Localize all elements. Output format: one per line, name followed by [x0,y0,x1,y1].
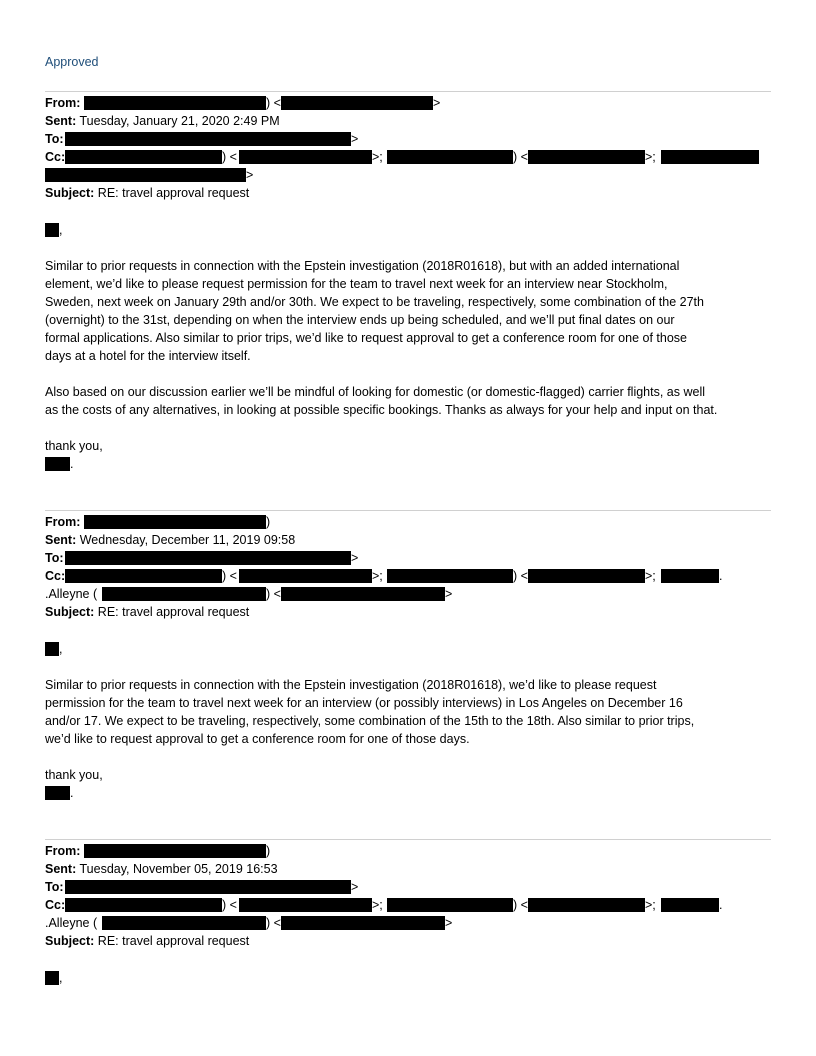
to-end: > [351,880,359,894]
from-line [45,513,80,531]
from-punct: ) [266,844,271,858]
to-line [45,130,64,148]
cc-line [45,896,65,914]
to-line [45,878,64,896]
sent-line [45,112,280,130]
body-line: we’d like to request approval to get a conference room for one of those days. [45,732,470,746]
to-end: > [351,551,359,565]
redaction-box [65,132,351,146]
cc-punct: . [719,569,723,583]
from-label: From: [45,515,81,529]
redaction-box [65,551,351,565]
redaction-box [239,150,372,164]
signature: . [70,457,74,471]
cc-punct: ) < [266,587,281,601]
to-label: To: [45,132,64,146]
to-line [45,549,64,567]
cc-line [45,148,65,166]
body-line: Sweden, next week on January 29th and/or 30th. We expect to be traveling, respectively, some combination of the 27th [45,295,704,309]
from-punct: ) [266,515,271,529]
cc-end: > [445,916,453,930]
cc-punct: ) < [513,150,528,164]
to-label: To: [45,551,64,565]
body-line: days at a hotel for the interview itself. [45,349,251,363]
body-line: Also based on our discussion earlier we’ll be mindful of looking for domestic (or domestic-flagged) carrier flights, as well [45,385,706,399]
sent-line [45,531,295,549]
closing: thank you, [45,768,103,782]
subject-line [45,603,249,621]
cc-punct: >; [372,569,383,583]
cc-label: Cc: [45,898,66,912]
sent-label: Sent: [45,862,77,876]
redaction-box [528,569,645,583]
from-label: From: [45,96,81,110]
redaction-box [102,587,266,601]
cc-punct: ) < [513,898,528,912]
body-line: and/or 17. We expect to be traveling, respectively, some combination of the 15th to the 18th. Also similar to prior trips, [45,714,695,728]
cc-punct: ) < [513,569,528,583]
redaction-box [84,844,266,858]
redaction-box [281,916,445,930]
redaction-box [239,898,372,912]
redaction-box [661,898,719,912]
redaction-box [65,150,222,164]
subject-line [45,184,249,202]
greeting: , [59,971,63,985]
cc-line-2 [45,914,97,932]
signature: . [70,786,74,800]
redaction-box [387,150,513,164]
redaction-box [528,150,645,164]
sent-value: Tuesday, January 21, 2020 2:49 PM [79,114,280,128]
cc-end: > [445,587,453,601]
subject-value: RE: travel approval request [97,186,250,200]
greeting: , [59,223,63,237]
from-punct: ) < [266,96,281,110]
to-label: To: [45,880,64,894]
body-line: as the costs of any alternatives, in looking at possible specific bookings. Thanks as always for your help and input on that. [45,403,718,417]
reply-text: Approved [45,55,99,69]
to-end: > [351,132,359,146]
redaction-box [84,96,266,110]
cc-name: .Alleyne ( [45,916,98,930]
divider [45,510,771,511]
redaction-box [45,786,70,800]
redaction-box [281,96,433,110]
closing: thank you, [45,439,103,453]
cc-punct: >; [645,150,656,164]
body-line: Similar to prior requests in connection with the Epstein investigation (2018R01618), but with an added international [45,259,680,273]
redaction-box [387,898,513,912]
subject-value: RE: travel approval request [97,605,250,619]
redaction-box [239,569,372,583]
redaction-box [45,168,246,182]
body-line: permission for the team to travel next week for an interview (or possibly interviews) in Los Angeles on December 16 [45,696,683,710]
cc-punct: ) < [222,569,237,583]
redaction-box [65,569,222,583]
sent-value: Tuesday, November 05, 2019 16:53 [79,862,278,876]
redaction-box [45,971,59,985]
divider [45,91,771,92]
body-line: (overnight) to the 31st, depending on when the interview ends up being scheduled, and we’ll put final dates on our [45,313,675,327]
cc-punct: >; [372,150,383,164]
redaction-box [45,642,59,656]
redaction-box [84,515,266,529]
cc-line [45,567,65,585]
redaction-box [102,916,266,930]
sent-line [45,860,278,878]
subject-label: Subject: [45,186,95,200]
divider [45,839,771,840]
cc-punct: ) < [222,898,237,912]
subject-label: Subject: [45,934,95,948]
sent-label: Sent: [45,114,77,128]
body-line: element, we’d like to please request permission for the team to travel next week for an interview near Stockholm, [45,277,668,291]
subject-line [45,932,249,950]
redaction-box [281,587,445,601]
cc-label: Cc: [45,569,66,583]
body-line: formal applications. Also similar to prior trips, we’d like to request approval to get a conference room for one of those [45,331,687,345]
cc-name: .Alleyne ( [45,587,98,601]
redaction-box [45,223,59,237]
from-line [45,94,80,112]
sent-value: Wednesday, December 11, 2019 09:58 [79,533,296,547]
cc-punct: ) < [222,150,237,164]
redaction-box [528,898,645,912]
cc-punct: >; [372,898,383,912]
cc-end: > [246,168,254,182]
from-end: > [433,96,441,110]
cc-punct: . [719,898,723,912]
redaction-box [65,898,222,912]
from-line [45,842,80,860]
cc-punct: >; [645,569,656,583]
subject-label: Subject: [45,605,95,619]
from-label: From: [45,844,81,858]
redaction-box [387,569,513,583]
cc-punct: >; [645,898,656,912]
cc-label: Cc: [45,150,66,164]
body-line: Similar to prior requests in connection with the Epstein investigation (2018R01618), we’d like to please request [45,678,657,692]
redaction-box [661,569,719,583]
redaction-box [65,880,351,894]
greeting: , [59,642,63,656]
cc-punct: ) < [266,916,281,930]
redaction-box [661,150,759,164]
cc-line-2 [45,585,97,603]
redaction-box [45,457,70,471]
sent-label: Sent: [45,533,77,547]
subject-value: RE: travel approval request [97,934,250,948]
